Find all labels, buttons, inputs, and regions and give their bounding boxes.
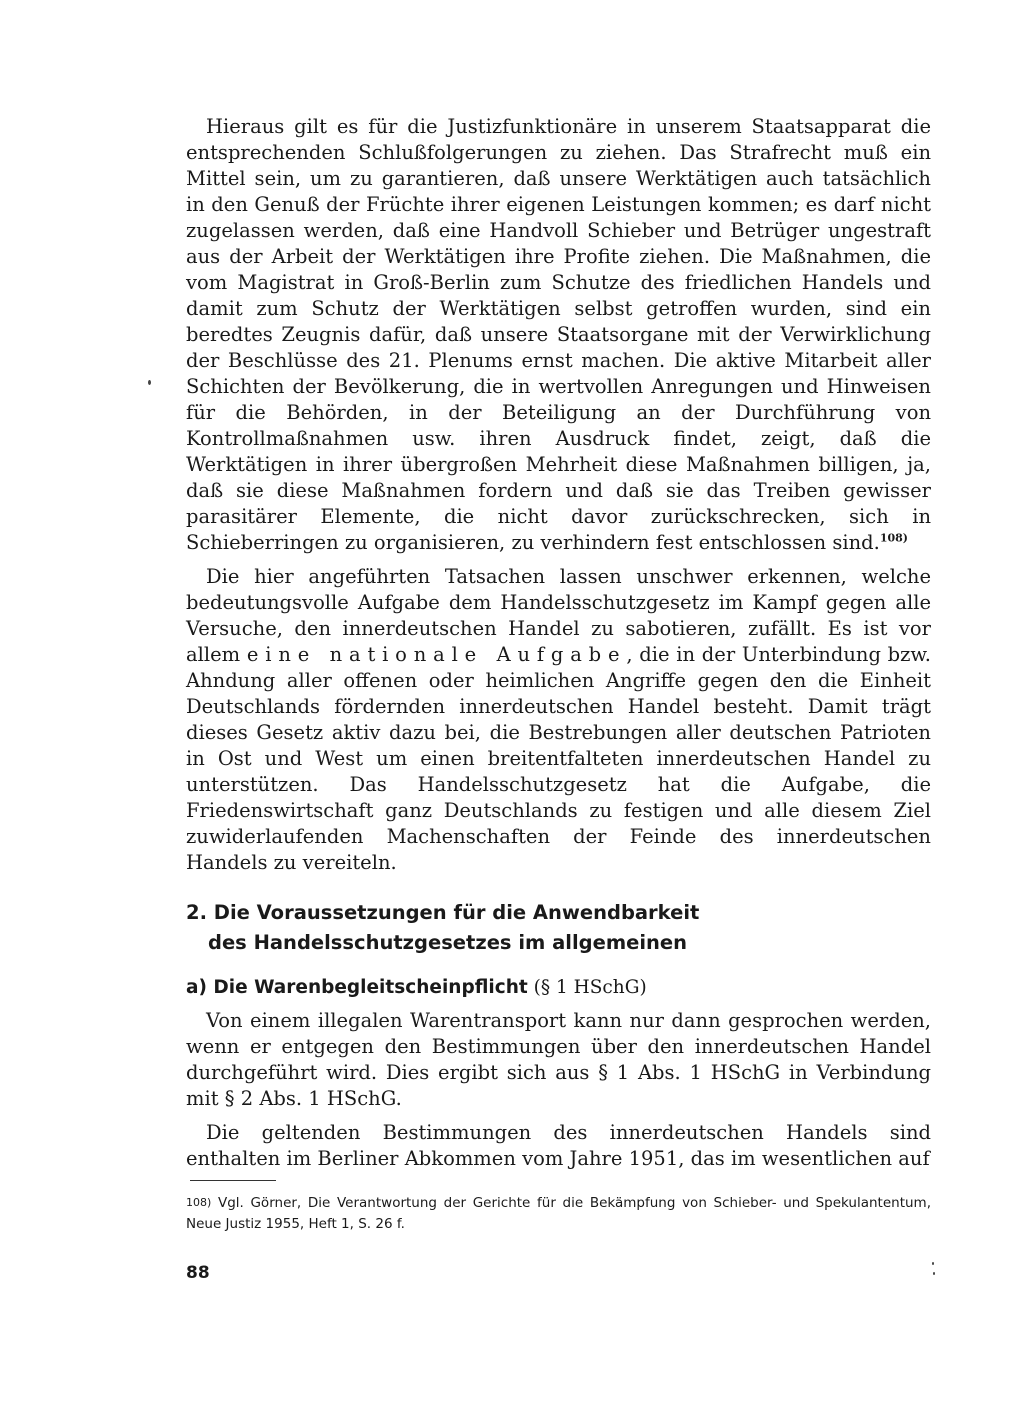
paragraph-2-emphasis: eine nationale Aufgabe [246, 643, 627, 666]
section-heading-line-1: 2. Die Voraussetzungen für die Anwendbarkeit [186, 901, 700, 924]
subsection-heading-reference: (§ 1 HSchG) [533, 977, 647, 998]
paragraph-2 [186, 564, 931, 876]
footnote-reference: 108) [879, 531, 908, 545]
main-text [186, 114, 931, 876]
paragraph-2-text-after: , die in der Unterbindung bzw. Ahndung aller offenen oder heimlichen Angriffe gegen den die Einheit Deutschlands fördernden innerdeutschen Handel besteht. Damit trägt dieses Gesetz aktiv dazu bei, die Bestrebungen aller deutschen Patrioten in Ost und West um einen breitentfalteten innerdeutschen Handel zu unterstützen. Das Handelsschutzgesetz hat die Aufgabe, die Friedenswirtschaft ganz Deutschlands zu festigen und alle diesem Ziel zuwiderlaufenden Machenschaften der Feinde des innerdeutschen Handels zu vereiteln. [186, 643, 932, 874]
section-heading-line-2: des Handelsschutzgesetzes im allgemeinen [208, 931, 688, 954]
footnote [186, 1192, 931, 1235]
paragraph-1-text: Hieraus gilt es für die Justizfunktionäre in unserem Staatsapparat die entsprechenden Schlußfolgerungen zu ziehen. Das Strafrecht muß ein Mittel sein, um zu garantieren, daß unsere Werktätigen auch tatsächlich in den Genuß der Früchte ihrer eigenen Leistungen kommen; es darf nicht zugelassen werden, daß eine Handvoll Schieber und Betrüger ungestraft aus der Arbeit der Werktätigen ihre Profite ziehen. Die Maßnahmen, die vom Magistrat in Groß-Berlin zum Schutze des friedlichen Handels und damit zum Schutz der Werktätigen selbst getroffen wurden, sind ein beredtes Zeugnis dafür, daß unsere Staatsorgane mit der Verwirklichung der Beschlüsse des 21. Plenums ernst machen. Die aktive Mitarbeit aller Schichten der Bevölkerung, die in wertvollen Anregungen und Hinweisen für die Behörden, in der Beteiligung an der Durchführung von Kontrollmaßnahmen usw. ihren Ausdruck findet, zeigt, daß die Werktätigen in ihrer übergroßen Mehrheit diese Maßnahmen billigen, ja, daß sie diese Maßnahmen fordern und daß sie das Treiben gewisser parasitärer Elemente, die nicht davor zurückschrecken, sich in Schieberringen zu organisieren, zu verhindern fest entschlossen sind. [186, 115, 931, 554]
subsection-heading [186, 976, 931, 1000]
paragraph-3: Von einem illegalen Warentransport kann nur dann gesprochen werden, wenn er entgegen den Bestimmungen über den innerdeutschen Handel durchgeführt wird. Dies ergibt sich aus § 1 Abs. 1 HSchG in Verbindung mit § 2 Abs. 1 HSchG. [186, 1009, 931, 1110]
footnote-text: Vgl. Görner, Die Verantwortung der Gerichte für die Bekämpfung von Schieber- und Spekulantentum, Neue Justiz 1955, Heft 1, S. 26 f. [186, 1195, 932, 1232]
section-heading [186, 898, 931, 958]
page-number: 88 [186, 1263, 210, 1283]
section-text [186, 1008, 931, 1172]
subsection-heading-title: a) Die Warenbegleitscheinpflicht [186, 977, 528, 998]
paragraph-4: Die geltenden Bestimmungen des innerdeutschen Handels sind enthalten im Berliner Abkommen vom Jahre 1951, das im wesentlichen auf [186, 1121, 931, 1170]
paragraph-2-text-before: Die hier angeführten Tatsachen lassen unschwer erkennen, welche bedeutungsvolle Aufgabe dem Handelsschutzgesetz im Kampf gegen alle Versuche, den innerdeutschen Handel zu sabotieren, zufällt. Es ist vor allem [186, 565, 931, 666]
footnote-number: 108) [186, 1196, 212, 1209]
footnote-rule [190, 1180, 276, 1181]
scan-speck [148, 380, 151, 385]
paragraph-1 [186, 114, 931, 556]
scan-speck [933, 1272, 935, 1275]
scan-speck [932, 1262, 934, 1265]
